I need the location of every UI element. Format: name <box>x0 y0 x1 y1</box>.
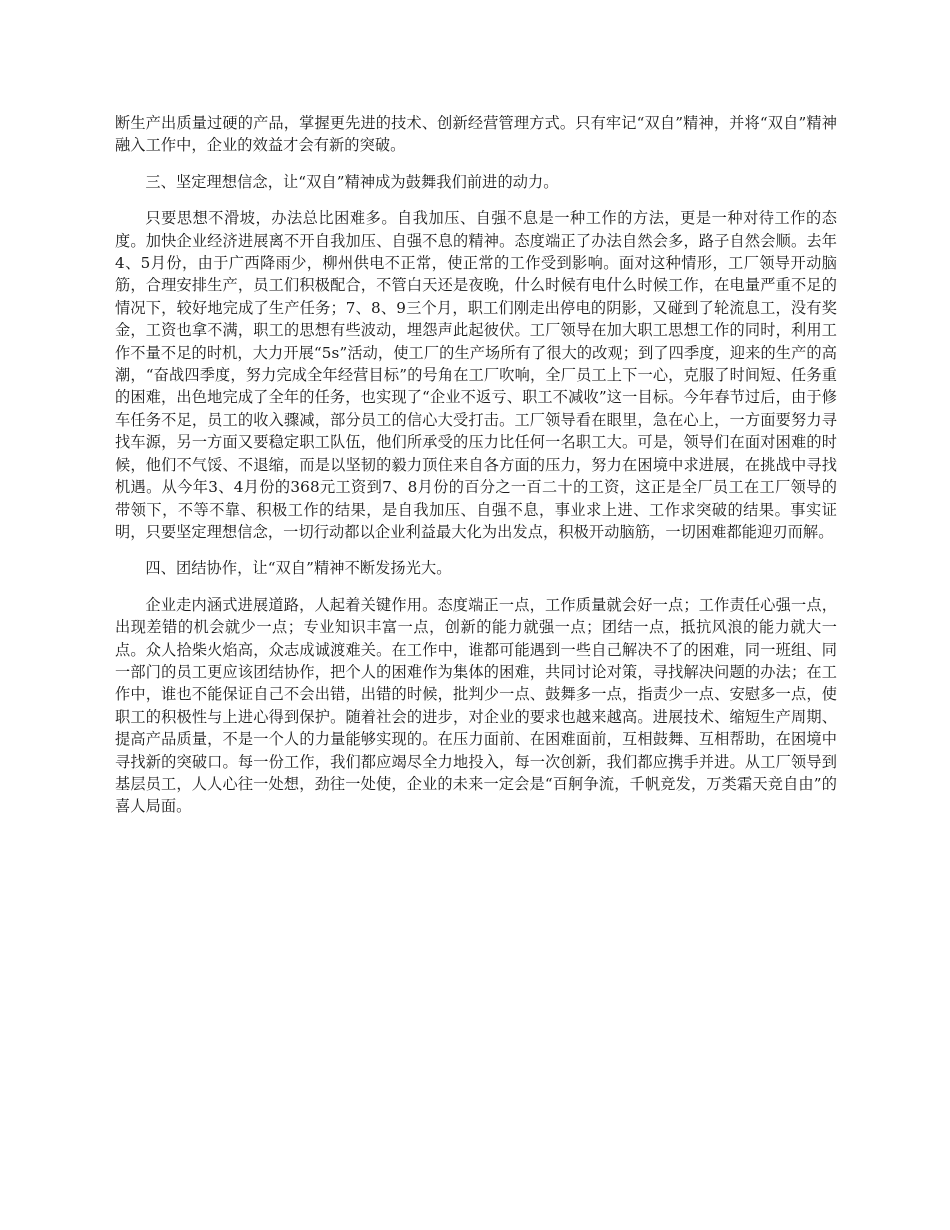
paragraph-continuation: 断生产出质量过硬的产品，掌握更先进的技术、创新经营管理方式。只有牢记“双自”精神，并将“双自”精神融入工作中，企业的效益才会有新的突破。 <box>115 114 837 155</box>
paragraph-section-three-body: 只要思想不滑坡，办法总比困难多。自我加压、自强不息是一种工作的方法，更是一种对待工作的态度。加快企业经济进展离不开自我加压、自强不息的精神。态度端正了办法自然会多，路子自然会顺。去年4、5月份，由于广西降雨少，柳州供电不正常，使正常的工作受到影响。面对这种情形，工厂领导开动脑筋，合理安排生产，员工们积极配合，不管白天还是夜晚，什么时候有电什么时候工作，在电量严重不足的情况下，较好地完成了生产任务；7、8、9三个月，职工们刚走出停电的阴影，又碰到了轮流息工，没有奖金，工资也拿不满，职工的思想有些波动，埋怨声此起彼伏。工厂领导在加大职工思想工作的同时，利用工作不量不足的时机，大力开展“5s”活动，使工厂的生产场所有了很大的改观；到了四季度，迎来的生产的高潮，“奋战四季度，努力完成全年经营目标”的号角在工厂吹响，全厂员工上下一心，克服了时间短、任务重的困难，出色地完成了全年的任务，也实现了“企业不返亏、职工不减收”这一目标。今年春节过后，由于修车任务不足，员工的收入骤减，部分员工的信心大受打击。工厂领导看在眼里，急在心上，一方面要努力寻找车源，另一方面又要稳定职工队伍，他们所承受的压力比任何一名职工大。可是，领导们在面对困难的时候，他们不气馁、不退缩，而是以坚韧的毅力顶住来自各方面的压力，努力在困境中求进展，在挑战中寻找机遇。从今年3、4月份的368元工资到7、8月份的百分之一百二十的工资，这正是全厂员工在工厂领导的带领下，不等不靠、积极工作的结果，是自我加压、自强不息，事业求上进、工作求突破的结果。事实证明，只要坚定理想信念，一切行动都以企业利益最大化为出发点，积极开动脑筋，一切困难都能迎刃而解。 <box>115 209 837 541</box>
section-heading-four: 四、团结协作，让“双自”精神不断发扬光大。 <box>145 559 452 578</box>
section-heading-three: 三、坚定理想信念，让“双自”精神成为鼓舞我们前进的动力。 <box>145 172 559 191</box>
document-page <box>115 112 837 832</box>
paragraph-section-four-body: 企业走内涵式进展道路，人起着关键作用。态度端正一点，工作质量就会好一点；工作责任心强一点，出现差错的机会就少一点；专业知识丰富一点，创新的能力就强一点；团结一点，抵抗风浪的能力就大一点。众人拾柴火焰高，众志成诚渡难关。在工作中，谁都可能遇到一些自己解决不了的困难，同一班组、同一部门的员工更应该团结协作，把个人的困难作为集体的困难，共同讨论对策，寻找解决问题的办法；在工作中，谁也不能保证自己不会出错，出错的时候，批判少一点、鼓舞多一点，指责少一点、安慰多一点，使职工的积极性与上进心得到保护。随着社会的进步，对企业的要求也越来越高。进展技术、缩短生产周期、提高产品质量，不是一个人的力量能够实现的。在压力面前、在困难面前，互相鼓舞、互相帮助，在困境中寻找新的突破口。每一份工作，我们都应竭尽全力地投入，每一次创新，我们都应携手并进。从工厂领导到基层员工，人人心往一处想，劲往一处使，企业的未来一定会是“百舸争流，千帆竞发，万类霜天竞自由”的喜人局面。 <box>115 595 837 816</box>
